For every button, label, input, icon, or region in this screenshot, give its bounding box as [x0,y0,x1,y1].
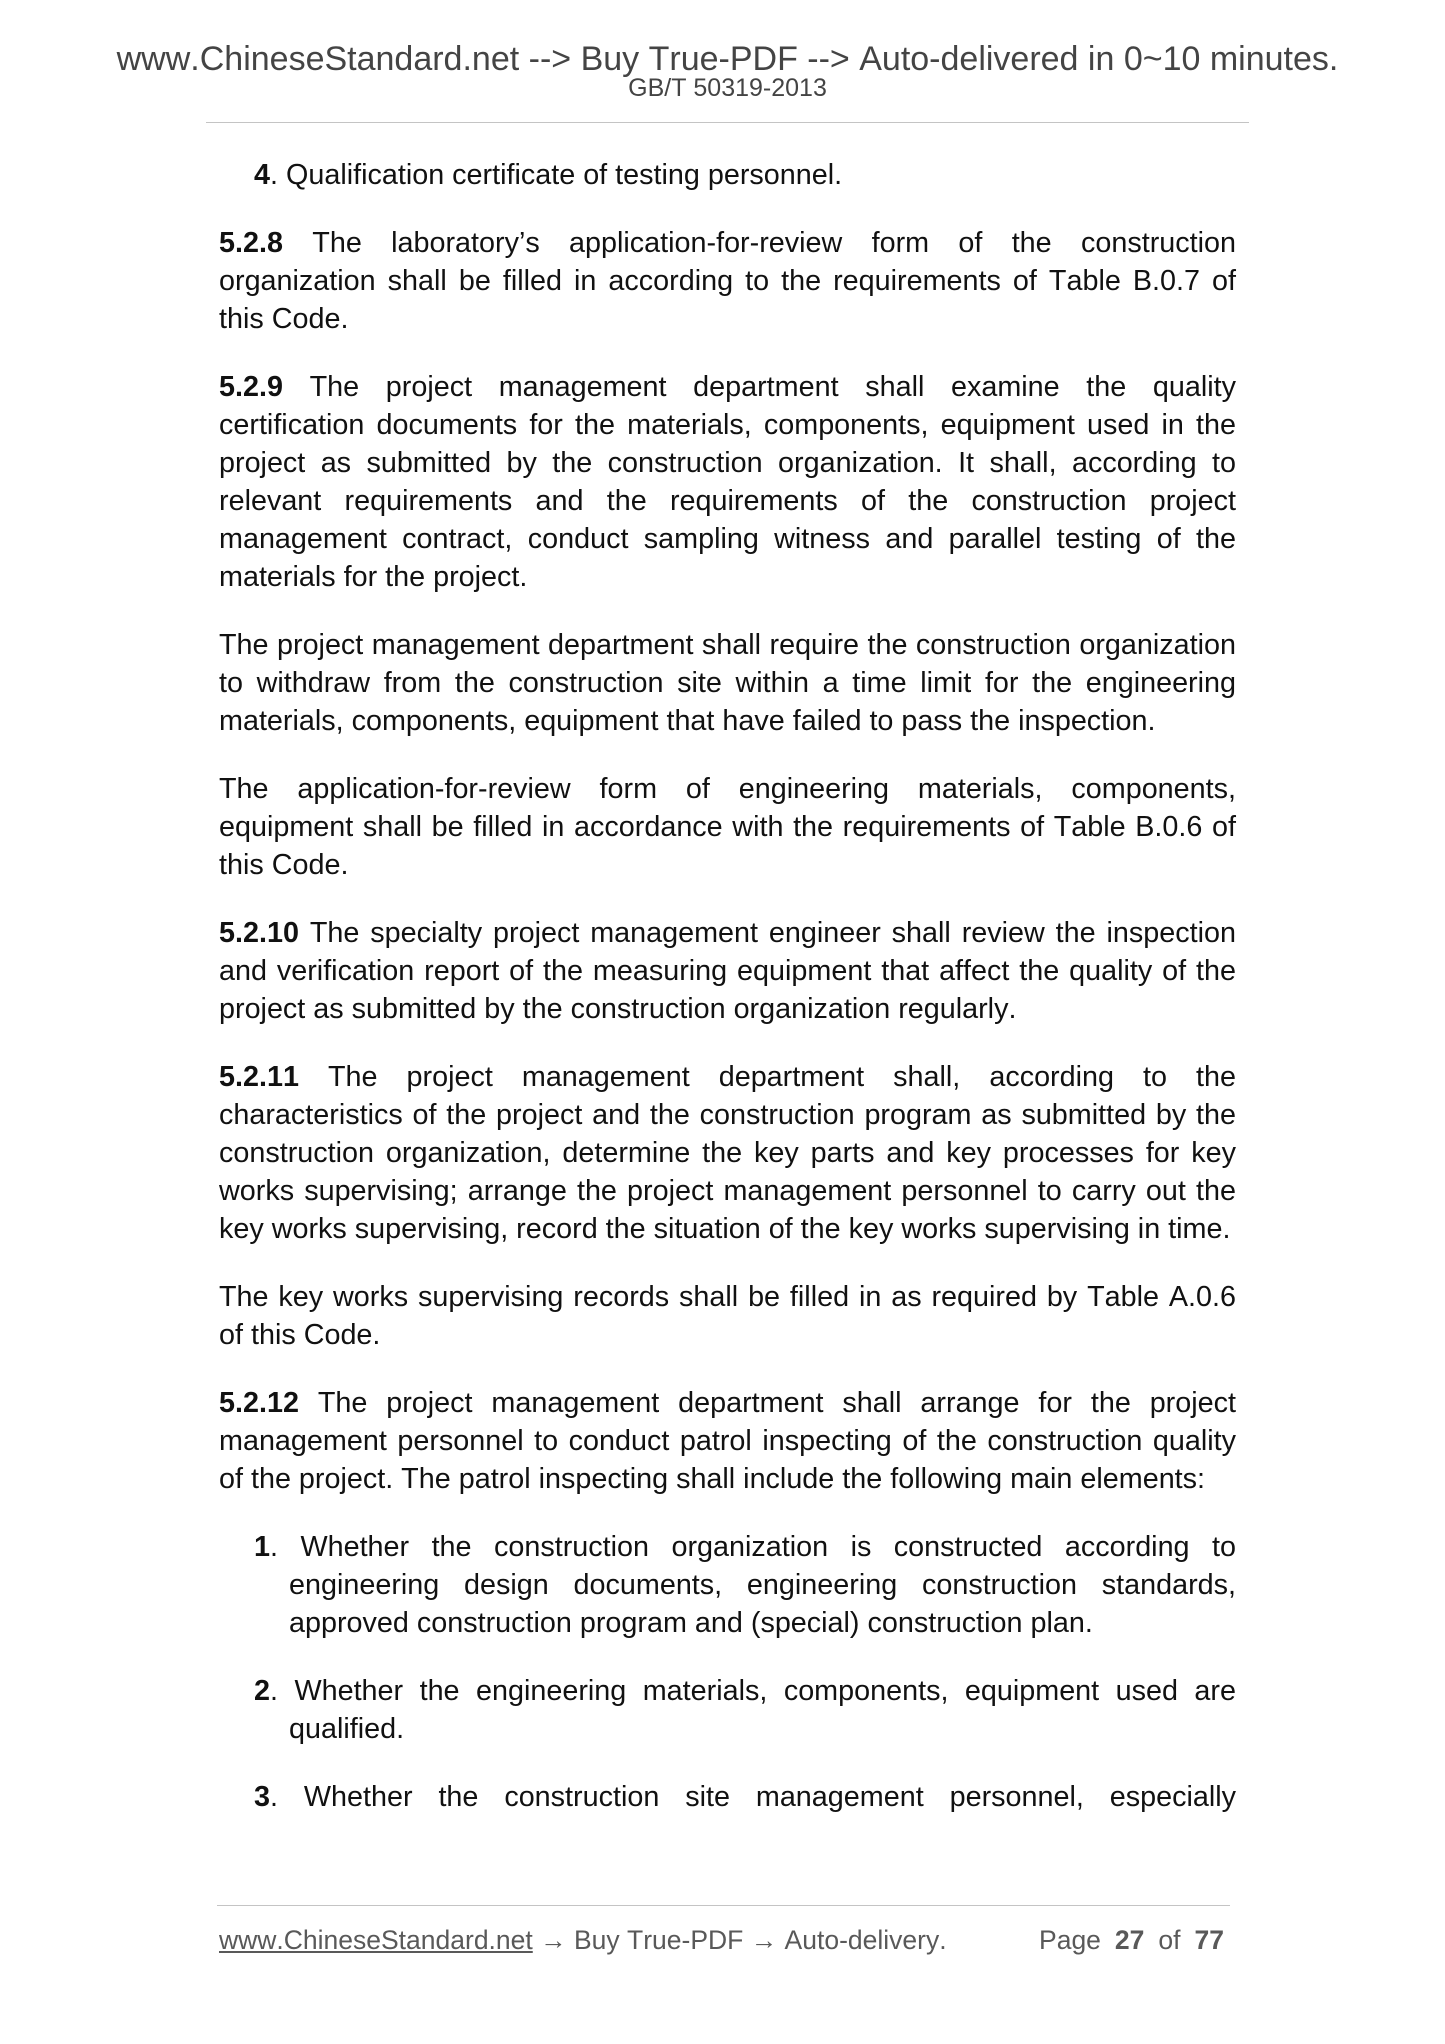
clause-text: The laboratory’s application-for-review form of the construction organization shall be filled in according to the requirements of Table B.0.7 of this Code. [219,227,1236,335]
list-number: 1 [254,1531,270,1563]
clause-text: The project management department shall require the construction organization to withdraw from the construction site within a time limit for the engineering materials, components, equipment that have failed to pass the inspection. [219,629,1236,737]
footer-site-link[interactable]: www.ChineseStandard.net [219,1925,533,1955]
list-item-2-materials-qualified [219,1672,1236,1748]
clause-text: The specialty project management engineer shall review the inspection and verification report of the measuring equipment that affect the quality of the project as submitted by the construction organization regularly. [219,917,1236,1025]
clause-text: The application-for-review form of engineering materials, components, equipment shall be filled in accordance with the requirements of Table B.0.6 of this Code. [219,773,1236,881]
clause-number: 5.2.12 [219,1387,299,1419]
page-indicator [1039,1924,1224,1956]
clause-5-2-10 [219,914,1236,1028]
clause-text: The project management department shall, according to the characteristics of the project and the construction program as submitted by the construction organization, determine the key parts and key processes for key works supervising; arrange the project management personnel to carry out the key works supervising, record the situation of the key works supervising in time. [219,1061,1236,1245]
page-of-label: of [1158,1925,1181,1955]
clause-text: The project management department shall arrange for the project management personnel to conduct patrol inspecting of the construction quality of the project. The patrol inspecting shall include the following main elements: [219,1387,1236,1495]
clause-5-2-11-paragraph-2 [219,1278,1236,1354]
list-item-text: . Whether the construction site management personnel, especially [270,1781,1236,1813]
page-body [219,156,1236,1816]
footer-promo [219,1924,947,1956]
header-divider [206,122,1249,123]
list-number: 3 [254,1781,270,1813]
clause-number: 5.2.11 [219,1061,299,1093]
header-banner: www.ChineseStandard.net --> Buy True-PDF --> Auto-delivered in 0~10 minutes. [116,40,1339,78]
clause-5-2-8 [219,224,1236,338]
list-item-3-site-personnel [219,1778,1236,1816]
list-item-text: . Whether the engineering materials, components, equipment used are qualified. [270,1675,1236,1745]
total-pages-number: 77 [1194,1925,1224,1955]
clause-5-2-11 [219,1058,1236,1248]
clause-number: 5.2.8 [219,227,283,259]
list-item-1-design-conformance [219,1528,1236,1642]
clause-number: 5.2.9 [219,371,283,403]
footer-divider [217,1905,1230,1906]
clause-5-2-12 [219,1384,1236,1498]
clause-text: The key works supervising records shall be filled in as required by Table A.0.6 of this Code. [219,1281,1236,1351]
footer-promo-text: → Buy True-PDF → Auto-delivery. [532,1925,947,1955]
page-label: Page [1039,1925,1101,1955]
list-item-text: . Whether the construction organization is constructed according to engineering design documents, engineering construction standards, approved construction program and (special) construction plan. [270,1531,1236,1639]
list-item-4-qualification-certificate [219,156,1236,194]
clause-text: The project management department shall examine the quality certification documents for the materials, components, equipment used in the project as submitted by the construction organization. It shall, according to relevant requirements and the requirements of the construction project management contract, conduct sampling witness and parallel testing of the materials for the project. [219,371,1236,593]
document-id: GB/T 50319-2013 [628,74,827,102]
clause-number: 5.2.10 [219,917,299,949]
clause-5-2-9-paragraph-3 [219,770,1236,884]
list-number: 2 [254,1675,270,1707]
list-number: 4 [254,159,270,191]
current-page-number: 27 [1114,1925,1145,1955]
list-item-text: . Qualification certificate of testing personnel. [270,159,843,191]
clause-5-2-9-paragraph-2 [219,626,1236,740]
clause-5-2-9 [219,368,1236,596]
